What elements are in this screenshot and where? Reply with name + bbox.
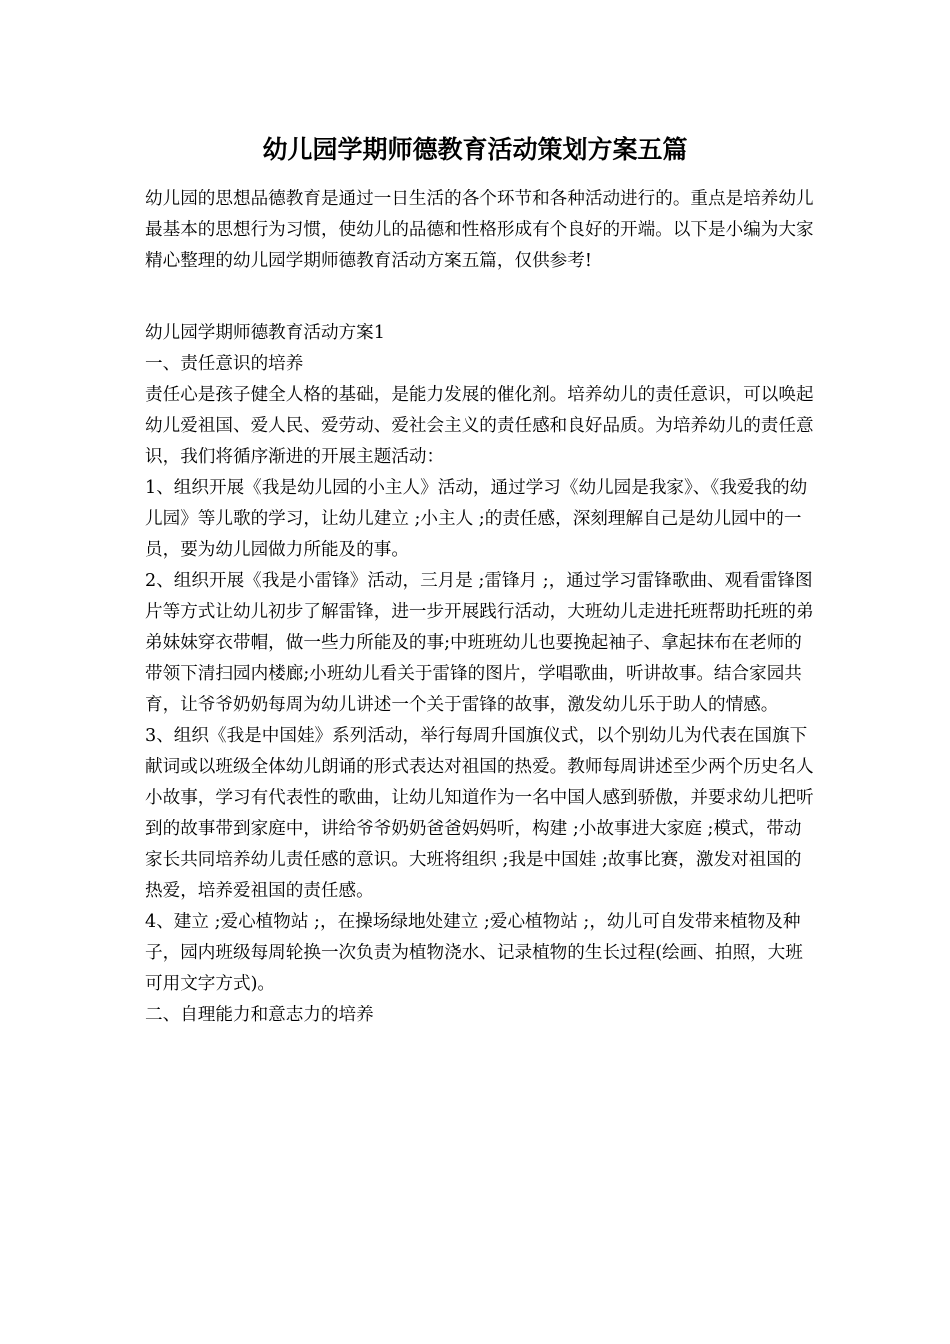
list-item: 4、建立 ;爱心植物站 ;，在操场绿地处建立 ;爱心植物站 ;，幼儿可自发带来植物及种子，园内班级每周轮换一次负责为植物浇水、记录植物的生长过程(绘画、拍照，大班可用文字方式)。	[145, 912, 803, 994]
list-item: 2、组织开展《我是小雷锋》活动，三月是 ;雷锋月 ;，通过学习雷锋歌曲、观看雷锋图片等方式让幼儿初步了解雷锋，进一步开展践行活动，大班幼儿走进托班帮助托班的弟弟妹妹穿衣带帽，做一些力所能及的事;中班班幼儿也要挽起袖子、拿起抹布在老师的带领下清扫园内楼廊;小班幼儿看关于雷锋的图片，学唱歌曲，听讲故事。结合家园共育，让爷爷奶奶每周为幼儿讲述一个关于雷锋的故事，激发幼儿乐于助人的情感。	[145, 571, 814, 715]
list-item: 3、组织《我是中国娃》系列活动，举行每周升国旗仪式，以个别幼儿为代表在国旗下献词或以班级全体幼儿朗诵的形式表达对祖国的热爱。教师每周讲述至少两个历史名人小故事，学习有代表性的歌曲，让幼儿知道作为一名中国人感到骄傲，并要求幼儿把听到的故事带到家庭中，讲给爷爷奶奶爸爸妈妈听，构建 ;小故事进大家庭 ;模式，带动家长共同培养幼儿责任感的意识。大班将组织 ;我是中国娃 ;故事比赛，激发对祖国的热爱，培养爱祖国的责任感。	[145, 726, 814, 901]
section-heading: 一、责任意识的培养	[145, 354, 304, 374]
plan-heading: 幼儿园学期师德教育活动方案1	[145, 323, 385, 343]
paragraph-spacer	[145, 277, 815, 308]
paragraph-spacer	[145, 308, 815, 318]
intro-paragraph: 幼儿园的思想品德教育是通过一日生活的各个环节和各种活动进行的。重点是培养幼儿最基本的思想行为习惯，使幼儿的品德和性格形成有个良好的开端。以下是小编为大家精心整理的幼儿园学期师德教育活动方案五篇，仅供参考!	[145, 189, 814, 271]
section-heading: 二、自理能力和意志力的培养	[145, 1005, 374, 1025]
document-body	[145, 184, 815, 1031]
document-title: 幼儿园学期师德教育活动策划方案五篇	[262, 135, 688, 164]
section-intro-paragraph: 责任心是孩子健全人格的基础，是能力发展的催化剂。培养幼儿的责任意识，可以唤起幼儿爱祖国、爱人民、爱劳动、爱社会主义的责任感和良好品质。为培养幼儿的责任意识，我们将循序渐进的开展主题活动：	[145, 385, 814, 467]
list-item: 1、组织开展《我是幼儿园的小主人》活动，通过学习《幼儿园是我家》、《我爱我的幼儿园》等儿歌的学习，让幼儿建立 ;小主人 ;的责任感，深刻理解自己是幼儿园中的一员，要为幼儿园做力所能及的事。	[145, 478, 808, 560]
